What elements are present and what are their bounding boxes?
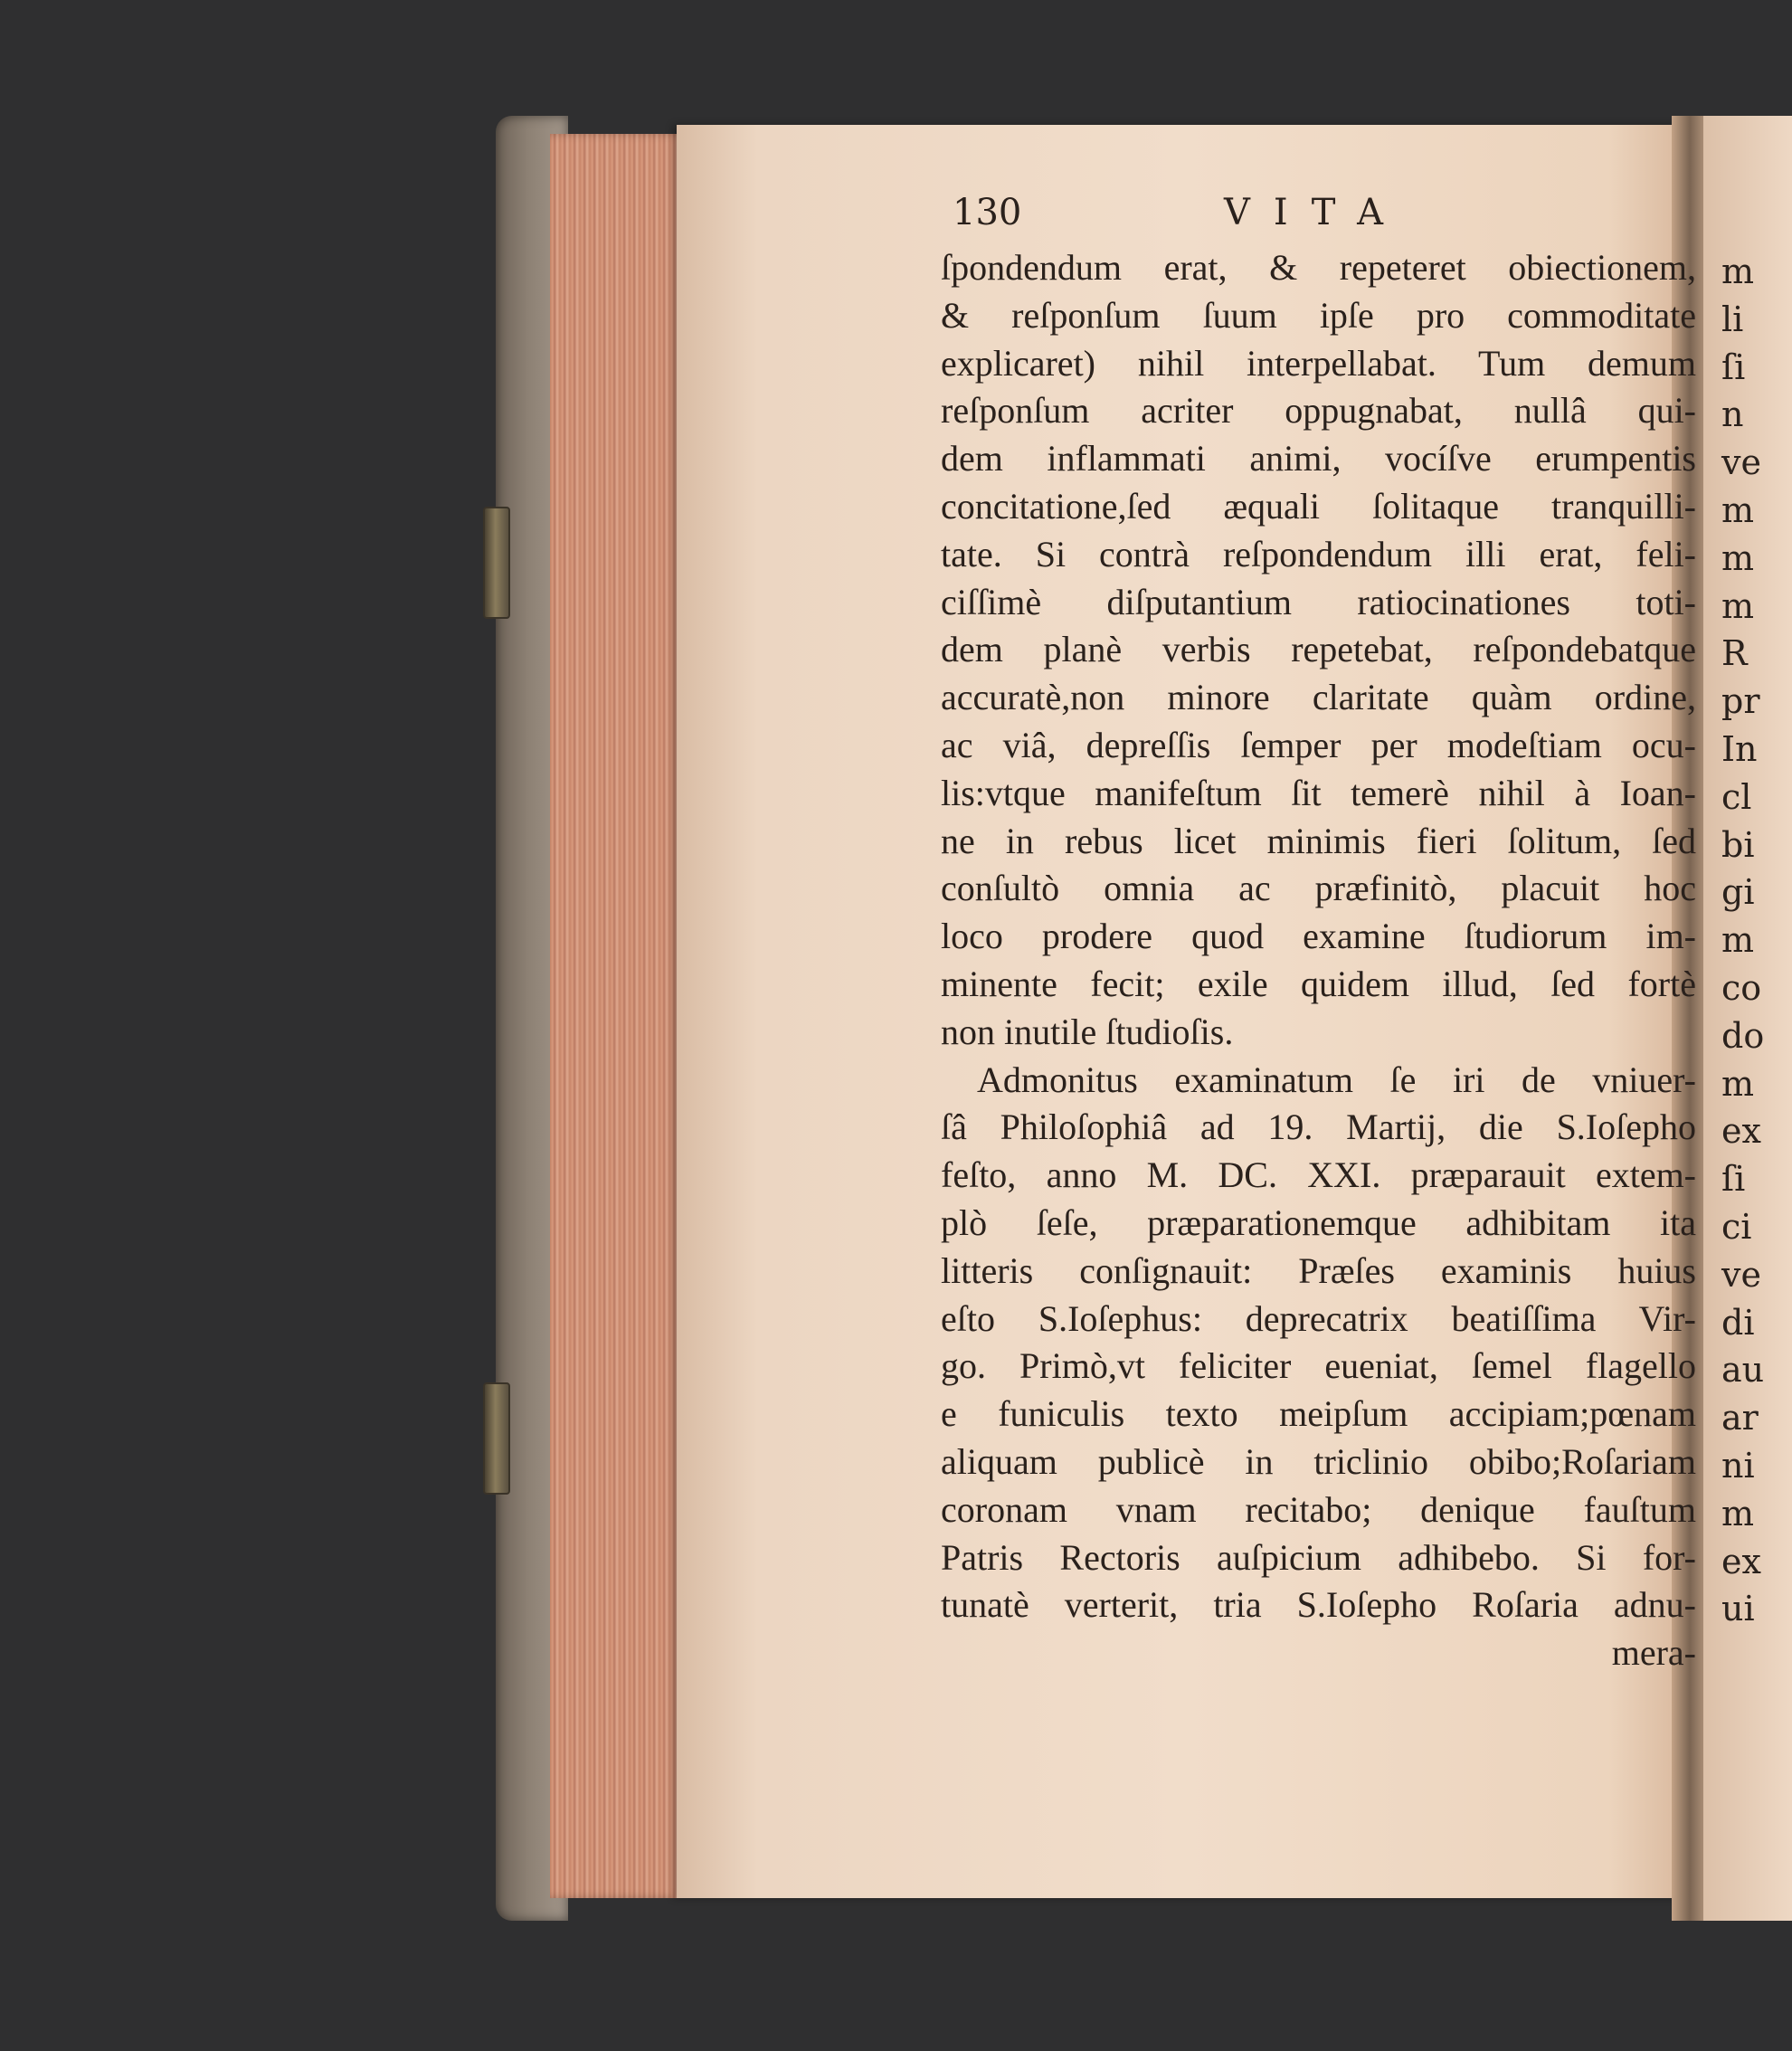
text-line: ne in rebus licet minimis fieri ſolitum, ſed <box>941 820 1696 861</box>
running-title: VITA <box>1224 192 1408 233</box>
facing-page-fragment: ſi <box>1721 1159 1746 1200</box>
facing-page-fragment: cl <box>1721 776 1752 817</box>
text-line: go. Primò,vt feliciter eueniat, ſemel flagello <box>941 1345 1696 1387</box>
text-line: litteris conſignauit: Præſes examinis huius <box>941 1249 1696 1291</box>
facing-page-fragment: co <box>1721 968 1762 1008</box>
catchword: mera- <box>1611 1632 1696 1674</box>
facing-page-fragment: ui <box>1721 1589 1755 1629</box>
book-clasp-top <box>483 507 510 619</box>
text-line: ac viâ, depreſſis ſemper per modeſtiam ocu- <box>941 724 1696 765</box>
facing-page-fragment: pr <box>1721 681 1760 722</box>
facing-page-fragment: ex <box>1721 1541 1761 1581</box>
text-line: coronam vnam recitabo; denique fauſtum <box>941 1488 1696 1530</box>
text-line: minente fecit; exile quidem illud, ſed fortè <box>941 963 1696 1004</box>
text-line: eſto S.Ioſephus: deprecatrix beatiſſima Vir- <box>941 1297 1696 1339</box>
text-line: tate. Si contrà reſpondendum illi erat, feli- <box>941 533 1696 574</box>
text-line: tunatè verterit, tria S.Ioſepho Roſaria adnu- <box>941 1584 1696 1626</box>
text-line: dem inflammati animi, vocíſve erumpentis <box>941 438 1696 480</box>
body-text <box>941 244 1696 1677</box>
facing-page-fragment: In <box>1721 729 1758 769</box>
facing-page-fragment: bi <box>1721 824 1755 865</box>
text-line: e funiculis texto meipſum accipiam;pœnam <box>941 1393 1696 1435</box>
text-line: Admonitus examinatum ſe iri de vniuer- <box>977 1059 1696 1100</box>
facing-page-fragment: R <box>1721 633 1748 674</box>
text-line: lis:vtque manifeſtum ſit temerè nihil à Ioan- <box>941 772 1696 813</box>
facing-page-fragment: ſi <box>1721 347 1746 387</box>
text-line: accuratè,non minore claritate quàm ordine, <box>941 677 1696 718</box>
text-line: feſto, anno M. DC. XXI. præparauit extem- <box>941 1154 1696 1196</box>
text-line: Patris Rectoris auſpicium adhibebo. Si for- <box>941 1536 1696 1578</box>
facing-page-fragment: li <box>1721 299 1744 339</box>
right-page-fragment <box>1703 116 1792 1921</box>
facing-page-fragment: m <box>1721 490 1755 530</box>
facing-page-fragment: n <box>1721 394 1744 435</box>
text-line: dem planè verbis repetebat, reſpondebatque <box>941 629 1696 670</box>
text-line: ciſſimè diſputantium ratiocinationes toti- <box>941 581 1696 622</box>
facing-page-fragment: ar <box>1721 1398 1759 1439</box>
text-line: ſpondendum erat, & repeteret obiectionem, <box>941 247 1696 288</box>
facing-page-fragment: ex <box>1721 1111 1761 1152</box>
facing-page-fragment: m <box>1721 537 1755 578</box>
facing-page-fragment: gi <box>1721 872 1755 913</box>
facing-page-fragment: au <box>1721 1350 1765 1391</box>
facing-page-fragment: ni <box>1721 1446 1755 1486</box>
book-clasp-bottom <box>483 1382 510 1495</box>
facing-page-fragment: m <box>1721 1493 1755 1534</box>
facing-page-fragment: ve <box>1721 442 1761 483</box>
text-line: aliquam publicè in triclinio obibo;Roſariam <box>941 1440 1696 1482</box>
facing-page-fragment: ci <box>1721 1207 1752 1247</box>
facing-page-fragment: m <box>1721 920 1755 961</box>
text-line: conſultò omnia ac præfinitò, placuit hoc <box>941 868 1696 909</box>
page-number: 130 <box>953 192 1022 233</box>
facing-page-fragment: m <box>1721 585 1755 626</box>
text-line: & reſponſum ſuum ipſe pro commoditate <box>941 294 1696 336</box>
facing-page-fragment: m <box>1721 252 1755 291</box>
text-line: concitatione,ſed æquali ſolitaque tranquilli- <box>941 485 1696 527</box>
facing-page-fragment: m <box>1721 1063 1755 1104</box>
page-header <box>953 192 1694 242</box>
text-line: non inutile ſtudioſis. <box>941 1011 1234 1052</box>
facing-page-fragment: di <box>1721 1302 1755 1343</box>
facing-page-fragment: ve <box>1721 1254 1761 1295</box>
text-line: reſponſum acriter oppugnabat, nullâ qui- <box>941 390 1696 432</box>
text-line: ſâ Philoſophiâ ad 19. Martij, die S.Ioſepho <box>941 1106 1696 1148</box>
text-line: plò ſeſe, præparationemque adhibitam ita <box>941 1201 1696 1243</box>
text-line: loco prodere quod examine ſtudiorum im- <box>941 916 1696 957</box>
facing-page-fragment: do <box>1721 1015 1765 1056</box>
text-line: explicaret) nihil interpellabat. Tum demum <box>941 342 1696 384</box>
